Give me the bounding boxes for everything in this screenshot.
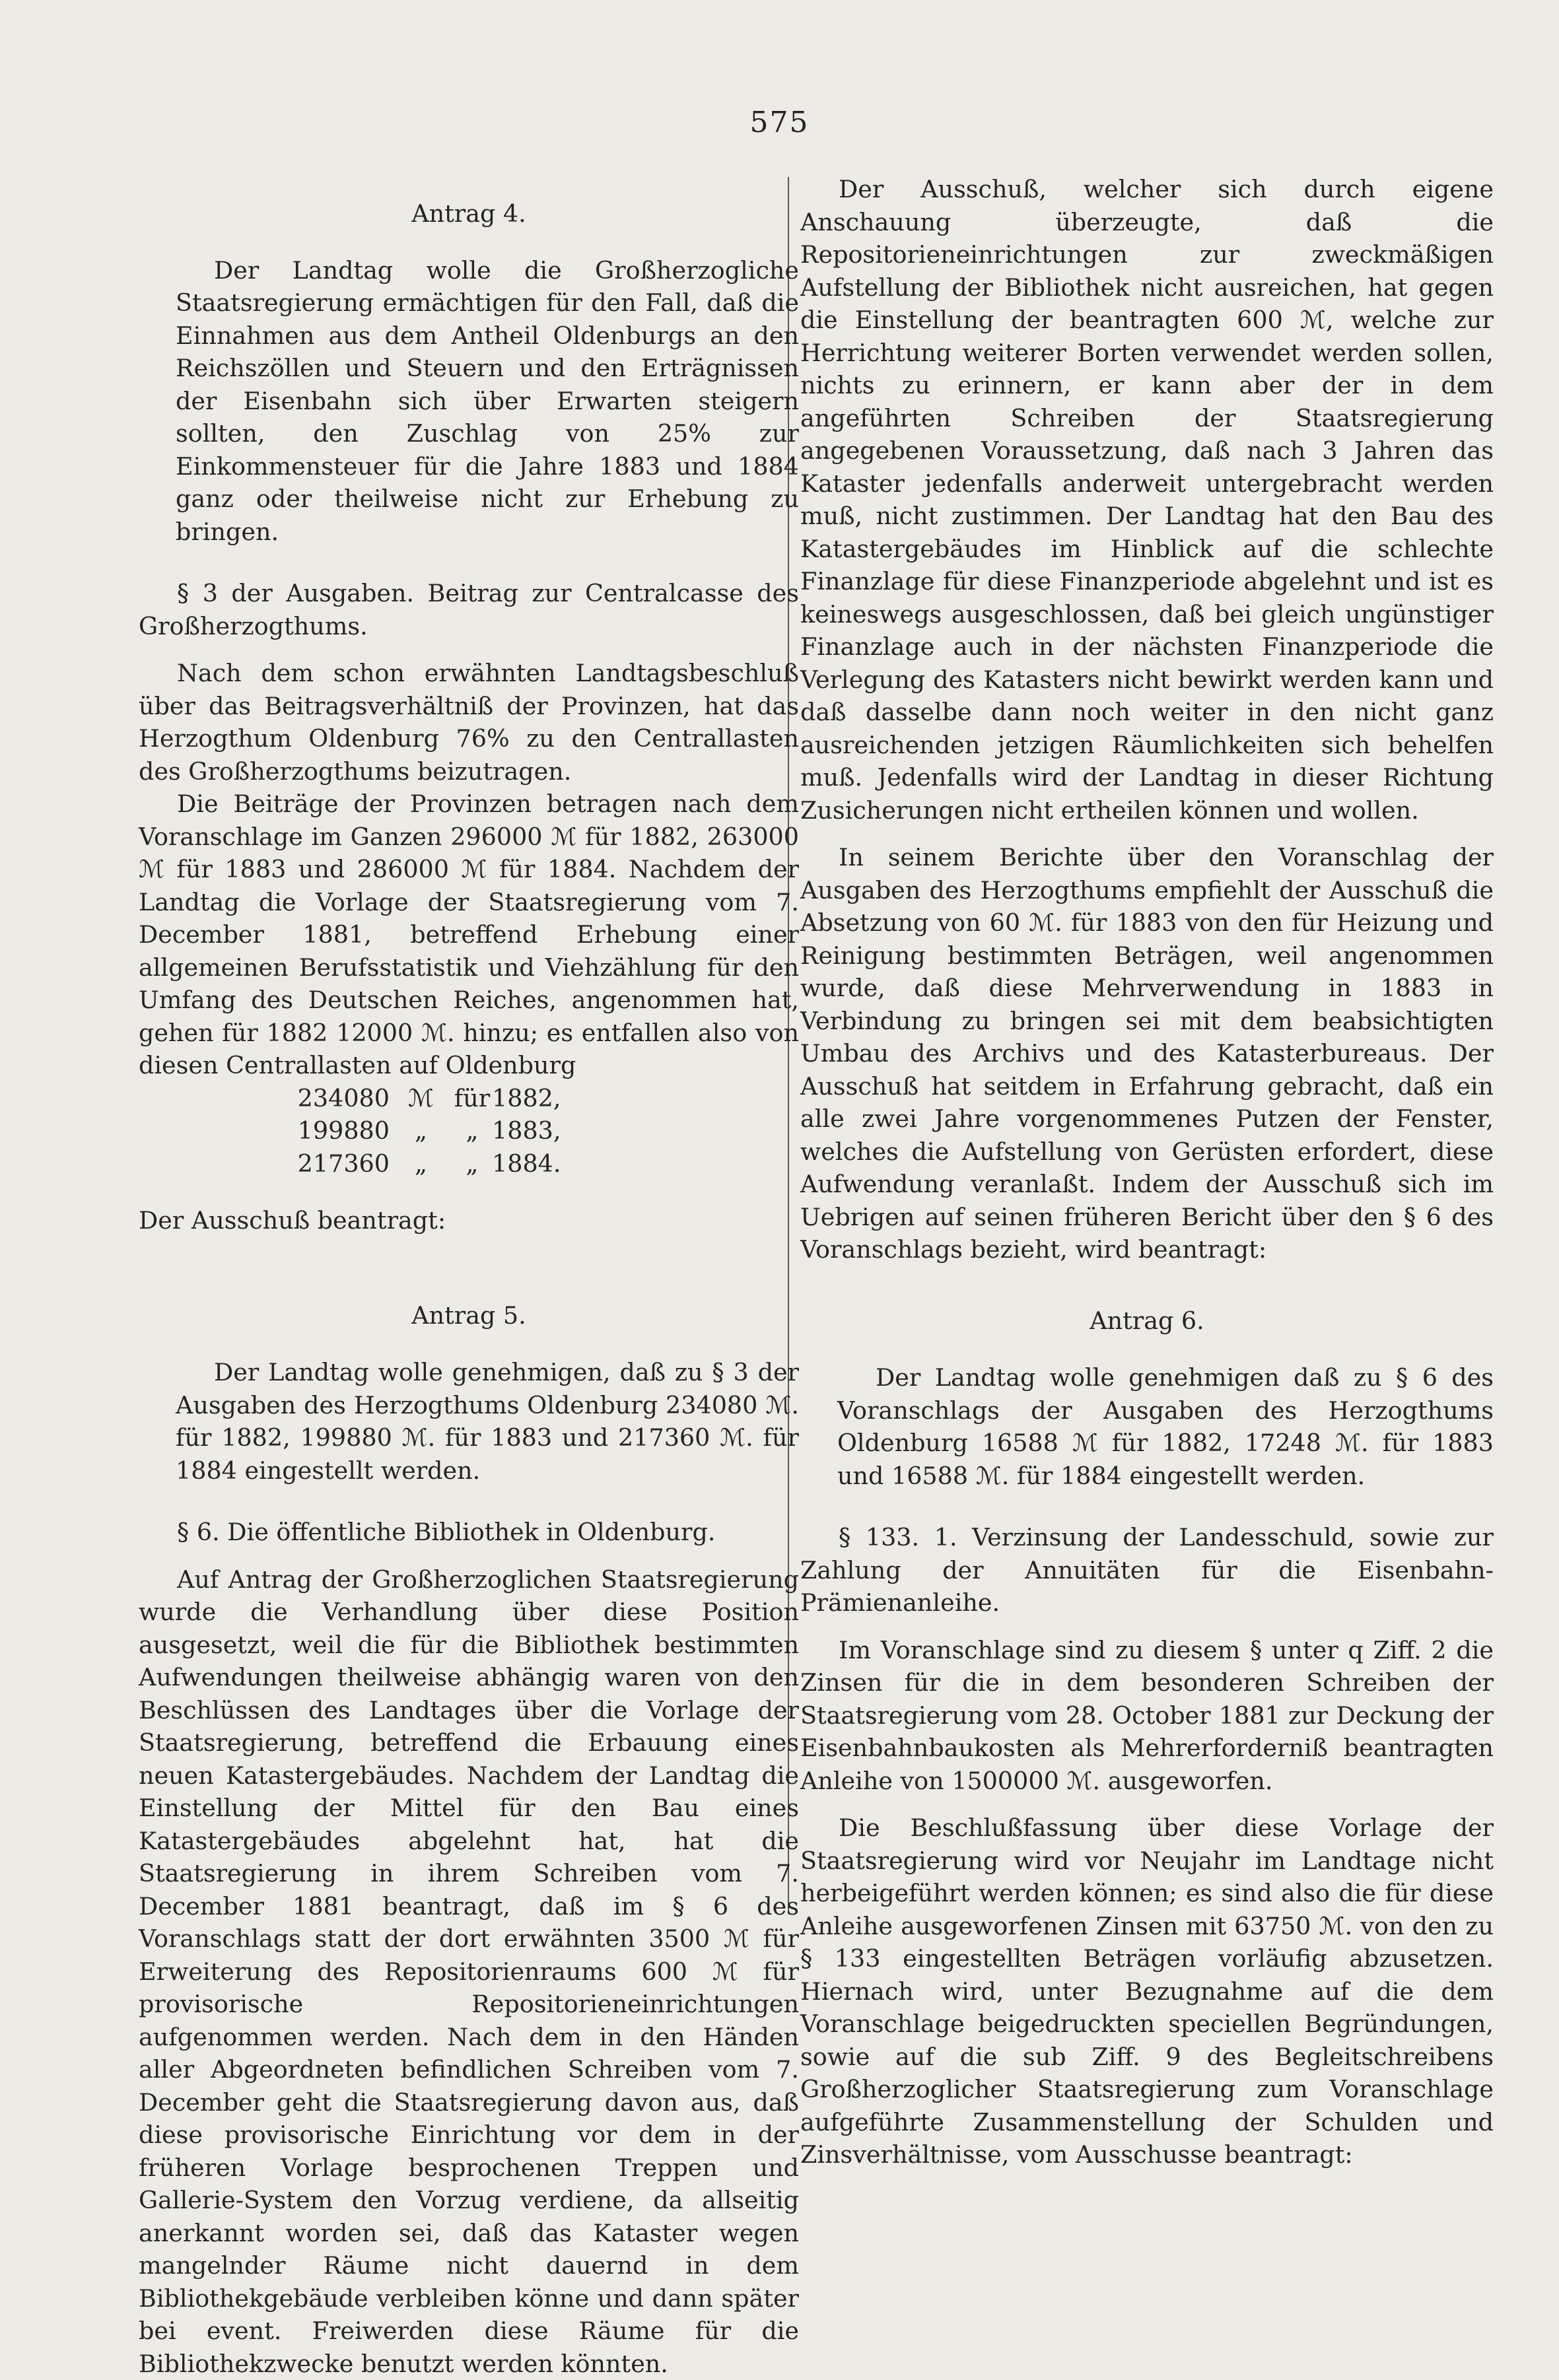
left-column — [139, 173, 799, 2380]
table-year: 1884. — [492, 1147, 578, 1180]
table-amount: 234080 — [291, 1082, 390, 1115]
right-paragraph-4: Die Beschlußfassung über diese Vorlage der Staatsregierung wird vor Neujahr im Landtage nicht herbeigeführt werden können; es sind also die für diese Anleihe ausgeworfenen Zinsen mit 63750 ℳ. von den zu § 133 eingestellten Beträgen vorläufig abzusetzen. Hiernach wird, unter Bezugnahme auf die dem Voranschlage beigedruckten speciellen Begründungen, sowie auf die sub Ziff. 9 des Begleitschreibens Großherzoglicher Staatsregierung zum Voranschlage aufgeführte Zusammenstellung der Schulden und Zinsverhältnisse, vom Ausschusse beantragt: — [800, 1812, 1494, 2171]
committee-line: Der Ausschuß beantragt: — [139, 1204, 799, 1237]
left-paragraph-1: Nach dem schon erwähnten Landtagsbeschluß über das Beitragsverhältniß der Provinzen, hat das Herzogthum Oldenburg 76% zu den Centrallasten des Großherzogthums beizutragen. — [139, 657, 799, 788]
allocation-table — [291, 1082, 799, 1180]
right-paragraph-1: Der Ausschuß, welcher sich durch eigene Anschauung überzeugte, daß die Repositorieneinrichtungen zur zweckmäßigen Aufstellung der Bibliothek nicht ausreichen, hat gegen die Einstellung der beantragten 600 ℳ, welche zur Herrichtung weiterer Borten verwendet werden sollen, nichts zu erinnern, er kann aber der in dem angeführten Schreiben der Staatsregierung angegebenen Voraussetzung, daß nach 3 Jahren das Kataster jedenfalls anderweit untergebracht werden muß, nicht zustimmen. Der Landtag hat den Bau des Katastergebäudes im Hinblick auf die schlechte Finanzlage für diese Finanzperiode abgelehnt und ist es keineswegs ausgeschlossen, daß bei gleich ungünstiger Finanzlage auch in der nächsten Finanzperiode die Verlegung des Katasters nicht bewirkt werden kann und daß dasselbe dann noch weiter in den nicht ganz ausreichenden jetzigen Räumlichkeiten sich behelfen muß. Jedenfalls wird der Landtag in dieser Richtung Zusicherungen nicht ertheilen können und wollen. — [800, 173, 1494, 827]
section6-heading: § 6. Die öffentliche Bibliothek in Oldenburg. — [139, 1516, 799, 1549]
table-unit: „ — [390, 1114, 452, 1147]
right-paragraph-3: Im Voranschlage sind zu diesem § unter q Ziff. 2 die Zinsen für die in dem besonderen Schreiben der Staatsregierung vom 28. October 1881 zur Deckung der Eisenbahnbaukosten als Mehrerforderniß beantragten Anleihe von 1500000 ℳ. ausgeworfen. — [800, 1634, 1494, 1798]
antrag6-text: Der Landtag wolle genehmigen daß zu § 6 des Voranschlags der Ausgaben des Herzogthums Oldenburg 16588 ℳ für 1882, 17248 ℳ. für 1883 und 16588 ℳ. für 1884 eingestellt werden. — [837, 1361, 1494, 1492]
table-amount: 217360 — [291, 1147, 390, 1180]
left-paragraph-3: Auf Antrag der Großherzoglichen Staatsregierung wurde die Verhandlung über diese Position ausgesetzt, weil die für die Bibliothek bestimmten Aufwendungen theilweise abhängig waren von den Beschlüssen des Landtages über die Vorlage der Staatsregierung, betreffend die Erbauung eines neuen Katastergebäudes. Nachdem der Landtag die Einstellung der Mittel für den Bau eines Katastergebäudes abgelehnt hat, hat die Staatsregierung in ihrem Schreiben vom 7. December 1881 beantragt, daß im § 6 des Voranschlags statt der dort erwähnten 3500 ℳ für Erweiterung des Repositorienraums 600 ℳ für provisorische Repositorieneinrichtungen aufgenommen werden. Nach dem in den Händen aller Abgeordneten befindlichen Schreiben vom 7. December geht die Staatsregierung davon aus, daß diese provisorische Einrichtung vor dem in der früheren Vorlage besprochenen Treppen und Gallerie-System den Vorzug verdiene, da allseitig anerkannt worden sei, daß das Kataster wegen mangelnder Räume nicht dauernd in dem Bibliothekgebäude verbleiben könne und dann später bei event. Freiwerden diese Räume für die Bibliothekzwecke benutzt werden könnten. — [139, 1563, 799, 2380]
antrag4-text: Der Landtag wolle die Großherzogliche Staatsregierung ermächtigen für den Fall, daß die Einnahmen aus dem Antheil Oldenburgs an den Reichszöllen und Steuern und den Erträgnissen der Eisenbahn sich über Erwarten steigern sollten, den Zuschlag von 25% zur Einkommensteuer für die Jahre 1883 und 1884 ganz oder theilweise nicht zur Erhebung zu bringen. — [176, 254, 799, 549]
table-amount: 199880 — [291, 1114, 390, 1147]
table-prep: „ — [452, 1114, 492, 1147]
table-row — [291, 1147, 799, 1180]
table-prep: „ — [452, 1147, 492, 1180]
section3-heading: § 3 der Ausgaben. Beitrag zur Centralcasse des Großherzogthums. — [139, 577, 799, 642]
antrag6-title: Antrag 6. — [800, 1305, 1494, 1338]
left-paragraph-2: Die Beiträge der Provinzen betragen nach dem Voranschlage im Ganzen 296000 ℳ für 1882, 263000 ℳ für 1883 und 286000 ℳ für 1884. Nachdem der Landtag die Vorlage der Staatsregierung vom 7. December 1881, betreffend Erhebung einer allgemeinen Berufsstatistik und Viehzählung für den Umfang des Deutschen Reiches, angenommen hat, gehen für 1882 12000 ℳ. hinzu; es entfallen also von diesen Centrallasten auf Oldenburg — [139, 788, 799, 1082]
table-year: 1883, — [492, 1114, 578, 1147]
right-paragraph-2: In seinem Berichte über den Voranschlag der Ausgaben des Herzogthums empfiehlt der Ausschuß die Absetzung von 60 ℳ. für 1883 von den für Heizung und Reinigung bestimmten Beträgen, weil angenommen wurde, daß diese Mehrverwendung in 1883 in Verbindung zu bringen sei mit dem beabsichtigten Umbau des Archivs und des Katasterbureaus. Der Ausschuß hat seitdem in Erfahrung gebracht, daß ein alle zwei Jahre vorgenommenes Putzen der Fenster, welches die Aufstellung von Gerüsten erfordert, diese Aufwendung veranlaßt. Indem der Ausschuß sich im Uebrigen auf seinen früheren Bericht über den § 6 des Voranschlags bezieht, wird beantragt: — [800, 841, 1494, 1266]
antrag4-title: Antrag 4. — [139, 197, 799, 230]
table-unit: ℳ — [390, 1082, 452, 1115]
table-year: 1882, — [492, 1082, 578, 1115]
table-row — [291, 1082, 799, 1115]
page-number: 575 — [0, 106, 1559, 139]
antrag5-text: Der Landtag wolle genehmigen, daß zu § 3 der Ausgaben des Herzogthums Oldenburg 234080 ℳ. für 1882, 199880 ℳ. für 1883 und 217360 ℳ. für 1884 eingestellt werden. — [176, 1356, 799, 1487]
table-row — [291, 1114, 799, 1147]
antrag5-title: Antrag 5. — [139, 1299, 799, 1332]
table-unit: „ — [390, 1147, 452, 1180]
right-column — [800, 173, 1494, 2171]
table-prep: für — [452, 1082, 492, 1115]
section133-heading: § 133. 1. Verzinsung der Landesschuld, sowie zur Zahlung der Annuitäten für die Eisenbahn-Prämienanleihe. — [800, 1521, 1494, 1619]
